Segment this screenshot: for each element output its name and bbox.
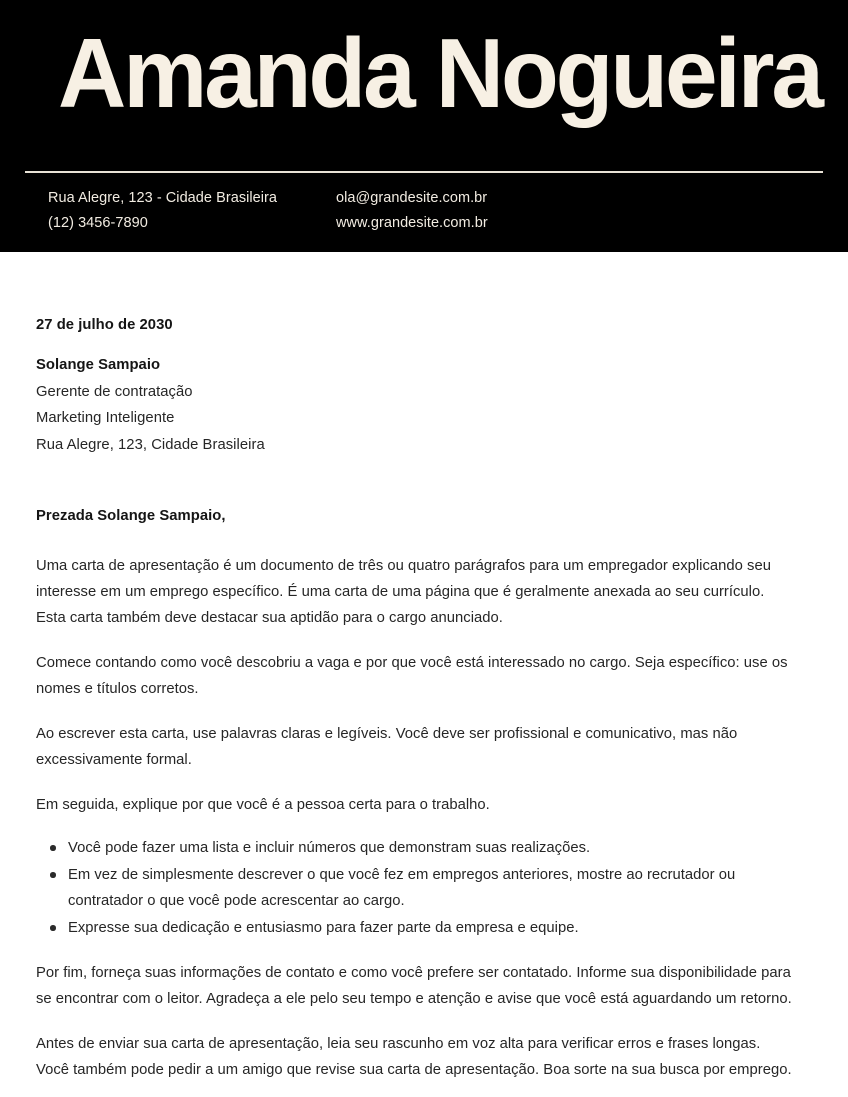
recipient-block: [36, 352, 812, 458]
letter-body: [0, 315, 848, 1083]
letter-paragraph-3: Ao escrever esta carta, use palavras claras e legíveis. Você deve ser profissional e comunicativo, mas não excessivamente formal.: [36, 726, 738, 768]
letter-date: 27 de julho de 2030: [36, 317, 173, 333]
letter-closing-paragraph-2: Antes de enviar sua carta de apresentação, leia seu rascunho em voz alta para verificar erros e frases longas. Você também pode pedir a um amigo que revise sua carta de apresentação. Boa sorte na sua busca por emprego.: [36, 1036, 792, 1078]
letter-paragraph-1: Uma carta de apresentação é um documento de três ou quatro parágrafos para um empregador explicando seu interesse em um emprego específico. É uma carta de uma página que é geralmente anexada ao seu currículo. Esta carta também deve destacar sua aptidão para o cargo anunciado.: [36, 558, 771, 626]
letter-salutation: Prezada Solange Sampaio,: [36, 508, 226, 524]
recipient-company: Marketing Inteligente: [36, 410, 175, 426]
recipient-address: Rua Alegre, 123, Cidade Brasileira: [36, 436, 265, 453]
contact-column-address: [48, 186, 336, 236]
recipient-name: Solange Sampaio: [36, 357, 161, 373]
contact-phone: (12) 3456-7890: [48, 215, 148, 231]
contact-website[interactable]: www.grandesite.com.br: [336, 215, 488, 231]
header-contact-block: [48, 186, 808, 236]
contact-email[interactable]: ola@grandesite.com.br: [336, 190, 488, 206]
letter-header: [0, 0, 848, 252]
letter-bullet-list: [36, 835, 794, 941]
header-divider: [25, 171, 823, 173]
list-item: Expresse sua dedicação e entusiasmo para fazer parte da empresa e equipe.: [36, 915, 794, 941]
list-item: Em vez de simplesmente descrever o que você fez em empregos anteriores, mostre ao recrutador ou contratador o que você pode acrescentar ao cargo.: [36, 862, 794, 914]
recipient-title: Gerente de contratação: [36, 383, 193, 400]
page-title: Amanda Nogueira: [58, 18, 821, 128]
letter-paragraph-4: Em seguida, explique por que você é a pessoa certa para o trabalho.: [36, 797, 490, 813]
letter-paragraph-2: Comece contando como você descobriu a vaga e por que você está interessado no cargo. Seja específico: use os nomes e títulos corretos.: [36, 655, 788, 697]
contact-column-web: [336, 186, 488, 236]
contact-address: Rua Alegre, 123 - Cidade Brasileira: [48, 190, 278, 206]
list-item: Você pode fazer uma lista e incluir números que demonstram suas realizações.: [36, 835, 794, 861]
letter-closing-paragraph-1: Por fim, forneça suas informações de contato e como você prefere ser contatado. Informe sua disponibilidade para se encontrar com o leitor. Agradeça a ele pelo seu tempo e atenção e avise que você está aguardando um retorno.: [36, 965, 792, 1007]
